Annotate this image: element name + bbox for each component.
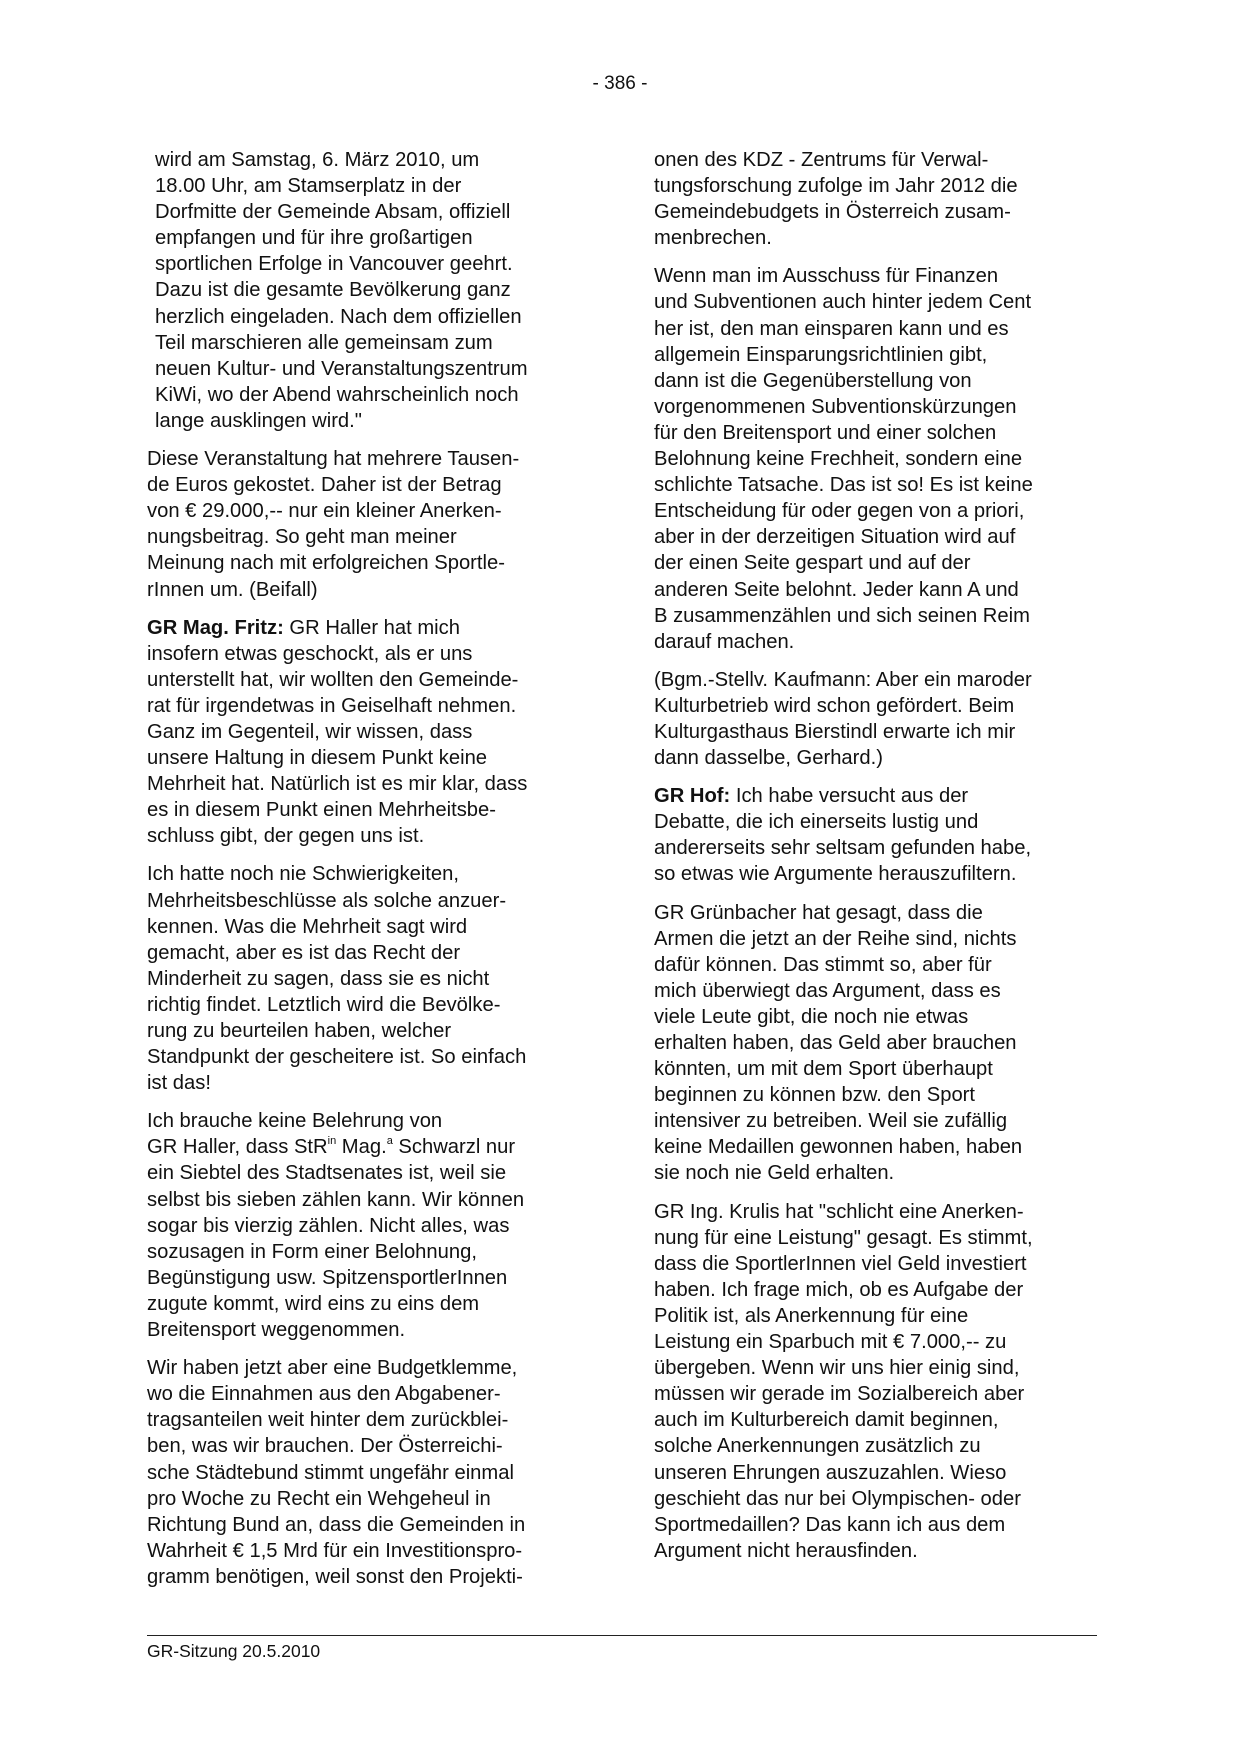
text-line: Belohnung keine Frechheit, sondern eine	[654, 448, 1023, 471]
text-line: Leistung ein Sparbuch mit € 7.000,-- zu	[654, 1331, 1007, 1354]
text-line: unterstellt hat, wir wollten den Gemeinde-	[147, 668, 519, 691]
text-line: sportlichen Erfolge in Vancouver geehrt.	[155, 253, 513, 276]
text-line: insofern etwas geschockt, als er uns	[147, 642, 473, 665]
text-line: Politik ist, als Anerkennung für eine	[654, 1304, 969, 1327]
text-line: auch im Kulturbereich damit beginnen,	[654, 1409, 999, 1432]
text-line: GR Ing. Krulis hat "schlicht eine Anerken-	[654, 1200, 1024, 1223]
text-line: von € 29.000,-- nur ein kleiner Anerken-	[147, 500, 502, 523]
text-line: Kulturbetrieb wird schon gefördert. Beim	[654, 694, 1015, 717]
text-line: ein Siebtel des Stadtsenates ist, weil sie	[147, 1162, 507, 1185]
speaker-name: GR Mag. Fritz:	[147, 616, 284, 639]
text-line: Ich brauche keine Belehrung von	[147, 1110, 443, 1133]
text-line: intensiver zu betreiben. Weil sie zufällig	[654, 1110, 1008, 1133]
text-line: tragsanteilen weit hinter dem zurückblei-	[147, 1409, 509, 1432]
text-line: empfangen und für ihre großartigen	[155, 227, 473, 250]
text-line: dann dasselbe, Gerhard.)	[654, 747, 883, 770]
page-number: - 386 -	[592, 73, 648, 94]
speech-text: GR Haller hat mich	[283, 616, 460, 639]
text-line: viele Leute gibt, die noch nie etwas	[654, 1005, 969, 1028]
text-line: nung für eine Leistung" gesagt. Es stimmt,	[654, 1226, 1033, 1249]
text-line: es in diesem Punkt einen Mehrheitsbe-	[147, 799, 496, 822]
text-line: gramm benötigen, weil sonst den Projekti-	[147, 1565, 523, 1588]
paragraph	[147, 861, 587, 1096]
footer-divider	[147, 1635, 1097, 1636]
paragraph	[654, 900, 1099, 1187]
text-line: erhalten haben, das Geld aber brauchen	[654, 1032, 1017, 1054]
speaker-paragraph-hof	[654, 783, 1099, 887]
text-line: her ist, den man einsparen kann und es	[654, 317, 1009, 340]
text-line: kennen. Was die Mehrheit sagt wird	[147, 915, 468, 938]
text-line: für den Breitensport und einer solchen	[654, 421, 997, 444]
speaker-paragraph-fritz	[147, 615, 587, 850]
text-line: dann ist die Gegenüberstellung von	[654, 369, 972, 392]
text-line: sogar bis vierzig zählen. Nicht alles, was	[147, 1214, 510, 1237]
text-line: Wenn man im Ausschuss für Finanzen	[654, 265, 999, 288]
speech-lines	[654, 809, 1099, 887]
text-line: solche Anerkennungen zusätzlich zu	[654, 1435, 981, 1458]
superscript: a	[386, 1135, 393, 1148]
text-line: ben, was wir brauchen. Der Österreichi-	[147, 1435, 503, 1458]
text-line: Debatte, die ich einerseits lustig und	[654, 811, 979, 834]
text-line: richtig findet. Letztlich wird die Bevölke-	[147, 993, 501, 1016]
paragraph	[147, 446, 587, 603]
text-line: nungsbeitrag. So geht man meiner	[147, 526, 457, 549]
text-line: Argument nicht herausfinden.	[654, 1539, 918, 1562]
text-line: unsere Haltung in diesem Punkt keine	[147, 747, 488, 770]
paragraph	[654, 147, 1099, 251]
text-line: Mehrheitsbeschlüsse als solche anzuer-	[147, 889, 507, 912]
text-line: Begünstigung usw. SpitzensportlerInnen	[147, 1266, 508, 1289]
text-line: sozusagen in Form einer Belohnung,	[147, 1240, 477, 1263]
text-line: Sportmedaillen? Das kann ich aus dem	[654, 1513, 1006, 1536]
text-line: Wir haben jetzt aber eine Budgetklemme,	[147, 1357, 518, 1380]
paragraph	[654, 1199, 1099, 1564]
text-line: sche Städtebund stimmt ungefähr einmal	[147, 1461, 514, 1484]
speech-lines	[147, 641, 587, 850]
text-line: (Bgm.-Stellv. Kaufmann: Aber ein maroder	[654, 668, 1032, 691]
text-line: zugute kommt, wird eins zu eins dem	[147, 1292, 480, 1315]
text-line: könnten, um mit dem Sport überhaupt	[654, 1058, 993, 1081]
paragraph	[654, 263, 1099, 654]
text-segment: Schwarzl nur	[392, 1136, 516, 1159]
text-line: Ganz im Gegenteil, wir wissen, dass	[147, 720, 473, 743]
text-line: 18.00 Uhr, am Stamserplatz in der	[155, 175, 462, 198]
text-line: Armen die jetzt an der Reihe sind, nichts	[654, 927, 1017, 950]
text-line: mich überwiegt das Argument, dass es	[654, 979, 1001, 1002]
text-line	[654, 783, 1099, 809]
text-line: pro Woche zu Recht ein Wehgeheul in	[147, 1487, 491, 1510]
text-line: geschieht das nur bei Olympischen- oder	[654, 1487, 1021, 1510]
text-line: herzlich eingeladen. Nach dem offiziellen	[155, 305, 522, 328]
text-line	[147, 1134, 587, 1160]
left-column	[147, 147, 587, 1602]
text-line: ist das!	[147, 1072, 211, 1095]
text-line: vorgenommenen Subventionskürzungen	[654, 395, 1017, 418]
text-line: beginnen zu können bzw. den Sport	[654, 1084, 975, 1107]
text-line: haben. Ich frage mich, ob es Aufgabe der	[654, 1278, 1024, 1301]
text-line: rung zu beurteilen haben, welcher	[147, 1020, 452, 1042]
text-line: Dorfmitte der Gemeinde Absam, offiziell	[155, 201, 511, 224]
text-segment: Mag.	[336, 1136, 387, 1159]
text-line: schluss gibt, der gegen uns ist.	[147, 825, 425, 848]
paragraph-lines	[147, 1160, 587, 1343]
text-line: dafür können. Das stimmt so, aber für	[654, 953, 992, 976]
text-line: Mehrheit hat. Natürlich ist es mir klar, dass	[147, 773, 528, 796]
text-line: Diese Veranstaltung hat mehrere Tausen-	[147, 448, 520, 471]
speech-text: Ich habe versucht aus der	[730, 785, 969, 808]
text-line: der einen Seite gespart und auf der	[654, 552, 971, 575]
right-column	[654, 147, 1099, 1576]
text-line: Minderheit zu sagen, dass sie es nicht	[147, 967, 490, 990]
text-line: sie noch nie Geld erhalten.	[654, 1162, 895, 1185]
text-segment: GR Haller, dass StR	[147, 1136, 328, 1159]
text-line: schlichte Tatsache. Das ist so! Es ist keine	[654, 474, 1033, 497]
speaker-name: GR Hof:	[654, 785, 731, 808]
text-line: de Euros gekostet. Daher ist der Betrag	[147, 474, 502, 497]
text-line: neuen Kultur- und Veranstaltungszentrum	[155, 357, 528, 380]
paragraph	[147, 1108, 587, 1343]
text-line: selbst bis sieben zählen kann. Wir können	[147, 1188, 525, 1211]
text-line: wo die Einnahmen aus den Abgabener-	[147, 1383, 501, 1406]
text-line: so etwas wie Argumente herauszufiltern.	[654, 863, 1017, 886]
text-line: aber in der derzeitigen Situation wird auf	[654, 526, 1016, 549]
text-line: Standpunkt der gescheitere ist. So einfach	[147, 1046, 527, 1069]
text-line: unseren Ehrungen auszuzahlen. Wieso	[654, 1461, 1007, 1484]
text-line: allgemein Einsparungsrichtlinien gibt,	[654, 343, 988, 366]
text-line: B zusammenzählen und sich seinen Reim	[654, 604, 1030, 627]
text-line: andererseits sehr seltsam gefunden habe,	[654, 837, 1032, 860]
text-line: Entscheidung für oder gegen von a priori,	[654, 500, 1025, 523]
text-line: anderen Seite belohnt. Jeder kann A und	[654, 578, 1019, 601]
text-line: onen des KDZ - Zentrums für Verwal-	[654, 149, 989, 171]
text-line: lange ausklingen wird."	[155, 409, 362, 432]
text-line: wird am Samstag, 6. März 2010, um	[155, 149, 480, 171]
text-line: Dazu ist die gesamte Bevölkerung ganz	[155, 279, 511, 302]
text-line: menbrechen.	[654, 227, 772, 250]
text-line: rInnen um. (Beifall)	[147, 578, 318, 601]
text-line: übergeben. Wenn wir uns hier einig sind,	[654, 1357, 1020, 1380]
quote-paragraph	[147, 147, 587, 434]
text-line: darauf machen.	[654, 630, 795, 653]
paragraph	[147, 1355, 587, 1590]
text-line: Richtung Bund an, dass die Gemeinden in	[147, 1513, 526, 1536]
text-line: Wahrheit € 1,5 Mrd für ein Investitionspro-	[147, 1539, 523, 1562]
text-line: rat für irgendetwas in Geiselhaft nehmen.	[147, 694, 517, 717]
text-line: Kulturgasthaus Bierstindl erwarte ich mir	[654, 720, 1016, 743]
text-line: Gemeindebudgets in Österreich zusam-	[654, 201, 1011, 224]
text-line: Meinung nach mit erfolgreichen Sportle-	[147, 552, 505, 575]
text-line: und Subventionen auch hinter jedem Cent	[654, 291, 1032, 314]
text-line: Ich hatte noch nie Schwierigkeiten,	[147, 863, 459, 886]
text-line: gemacht, aber es ist das Recht der	[147, 941, 461, 964]
footer-session-label: GR-Sitzung 20.5.2010	[147, 1641, 321, 1661]
text-line	[147, 615, 587, 641]
text-line: keine Medaillen gewonnen haben, haben	[654, 1136, 1023, 1159]
text-line: dass die SportlerInnen viel Geld investiert	[654, 1252, 1027, 1275]
text-line: KiWi, wo der Abend wahrscheinlich noch	[155, 383, 519, 406]
text-line: tungsforschung zufolge im Jahr 2012 die	[654, 175, 1018, 198]
superscript: in	[327, 1135, 337, 1148]
text-line: müssen wir gerade im Sozialbereich aber	[654, 1383, 1025, 1406]
text-line: Teil marschieren alle gemeinsam zum	[155, 331, 493, 354]
text-line: GR Grünbacher hat gesagt, dass die	[654, 901, 983, 924]
text-line: Breitensport weggenommen.	[147, 1319, 406, 1342]
interjection-paragraph	[654, 667, 1099, 771]
